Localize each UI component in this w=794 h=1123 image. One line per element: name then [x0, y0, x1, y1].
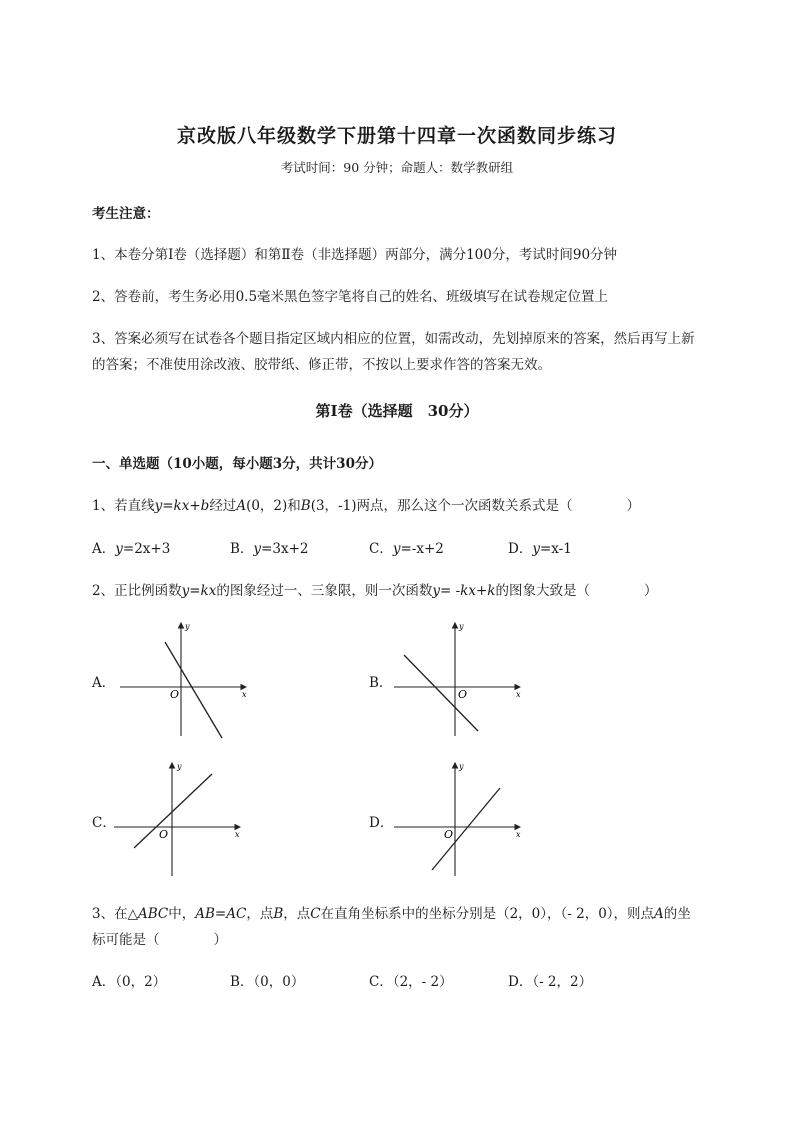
question-3-stem: 3、在△ABC中，AB=AC，点B，点C在直角坐标系中的坐标分别是（2，0），（- 2，0），则点A的坐 — [92, 906, 691, 922]
origin-label: O — [159, 828, 169, 841]
q3-option-d[interactable]: D．（- 2，2） — [508, 974, 593, 990]
notice-item-3: 3、答案必须写在试卷各个题目指定区域内相应的位置，如需改动，先划掉原来的答案，然后再写上新 — [92, 331, 695, 347]
x-axis-label: x — [242, 690, 247, 699]
origin-label: O — [170, 688, 180, 701]
y-axis-label: y — [459, 622, 464, 631]
q1-option-a[interactable]: A．y=2x+3 — [92, 541, 171, 557]
section-title: 第Ⅰ卷（选择题 30分） — [315, 402, 479, 420]
notice-heading: 考生注意： — [92, 206, 160, 222]
page-title: 京改版八年级数学下册第十四章一次函数同步练习 — [176, 125, 617, 147]
question-3-stem-cont: 标可能是（ ） — [92, 932, 227, 948]
q3-option-a[interactable]: A．（0，2） — [92, 974, 167, 990]
origin-label: O — [444, 828, 454, 841]
x-axis-label: x — [516, 690, 521, 699]
q2-graph-d[interactable] — [392, 758, 528, 880]
notice-item-1: 1、本卷分第Ⅰ卷（选择题）和第Ⅱ卷（非选择题）两部分，满分100分，考试时间90分钟 — [92, 247, 618, 263]
y-axis-label: y — [177, 762, 182, 771]
q2-option-c-label[interactable]: C． — [92, 815, 116, 831]
q2-graph-a[interactable] — [118, 618, 254, 740]
q2-graph-c[interactable] — [112, 758, 248, 880]
q3-option-c[interactable]: C．（2，- 2） — [369, 974, 453, 990]
part-heading: 一、单选题（10小题，每小题3分，共计30分） — [92, 456, 382, 472]
function-line — [134, 774, 212, 848]
notice-item-3-cont: 的答案；不准使用涂改液、胶带纸、修正带，不按以上要求作答的答案无效。 — [92, 357, 551, 373]
y-axis-label: y — [185, 622, 190, 631]
q1-option-c[interactable]: C．y=-x+2 — [369, 541, 444, 557]
q3-option-b[interactable]: B．（0，0） — [230, 974, 305, 990]
q2-option-d-label[interactable]: D． — [369, 815, 394, 831]
function-line — [432, 788, 500, 870]
q2-option-a-label[interactable]: A． — [92, 675, 116, 691]
q2-graph-b[interactable] — [392, 618, 528, 740]
notice-item-2: 2、答卷前，考生务必用0.5毫米黑色签字笔将自己的姓名、班级填写在试卷规定位置上 — [92, 289, 609, 305]
exam-info: 考试时间：90 分钟；命题人：数学教研组 — [280, 160, 514, 175]
origin-label: O — [458, 688, 468, 701]
question-2-stem: 2、正比例函数y=kx的图象经过一、三象限，则一次函数y= -kx+k的图象大致是（ ） — [92, 583, 658, 599]
x-axis-label: x — [516, 830, 521, 839]
q1-option-d[interactable]: D．y=x-1 — [508, 541, 572, 557]
question-1-stem: 1、若直线y=kx+b经过A(0，2)和B(3，-1)两点，那么这个一次函数关系式是（ ） — [92, 498, 640, 514]
y-axis-label: y — [459, 762, 464, 771]
q2-option-b-label[interactable]: B． — [369, 675, 393, 691]
x-axis-label: x — [235, 830, 240, 839]
q1-option-b[interactable]: B．y=3x+2 — [230, 541, 309, 557]
